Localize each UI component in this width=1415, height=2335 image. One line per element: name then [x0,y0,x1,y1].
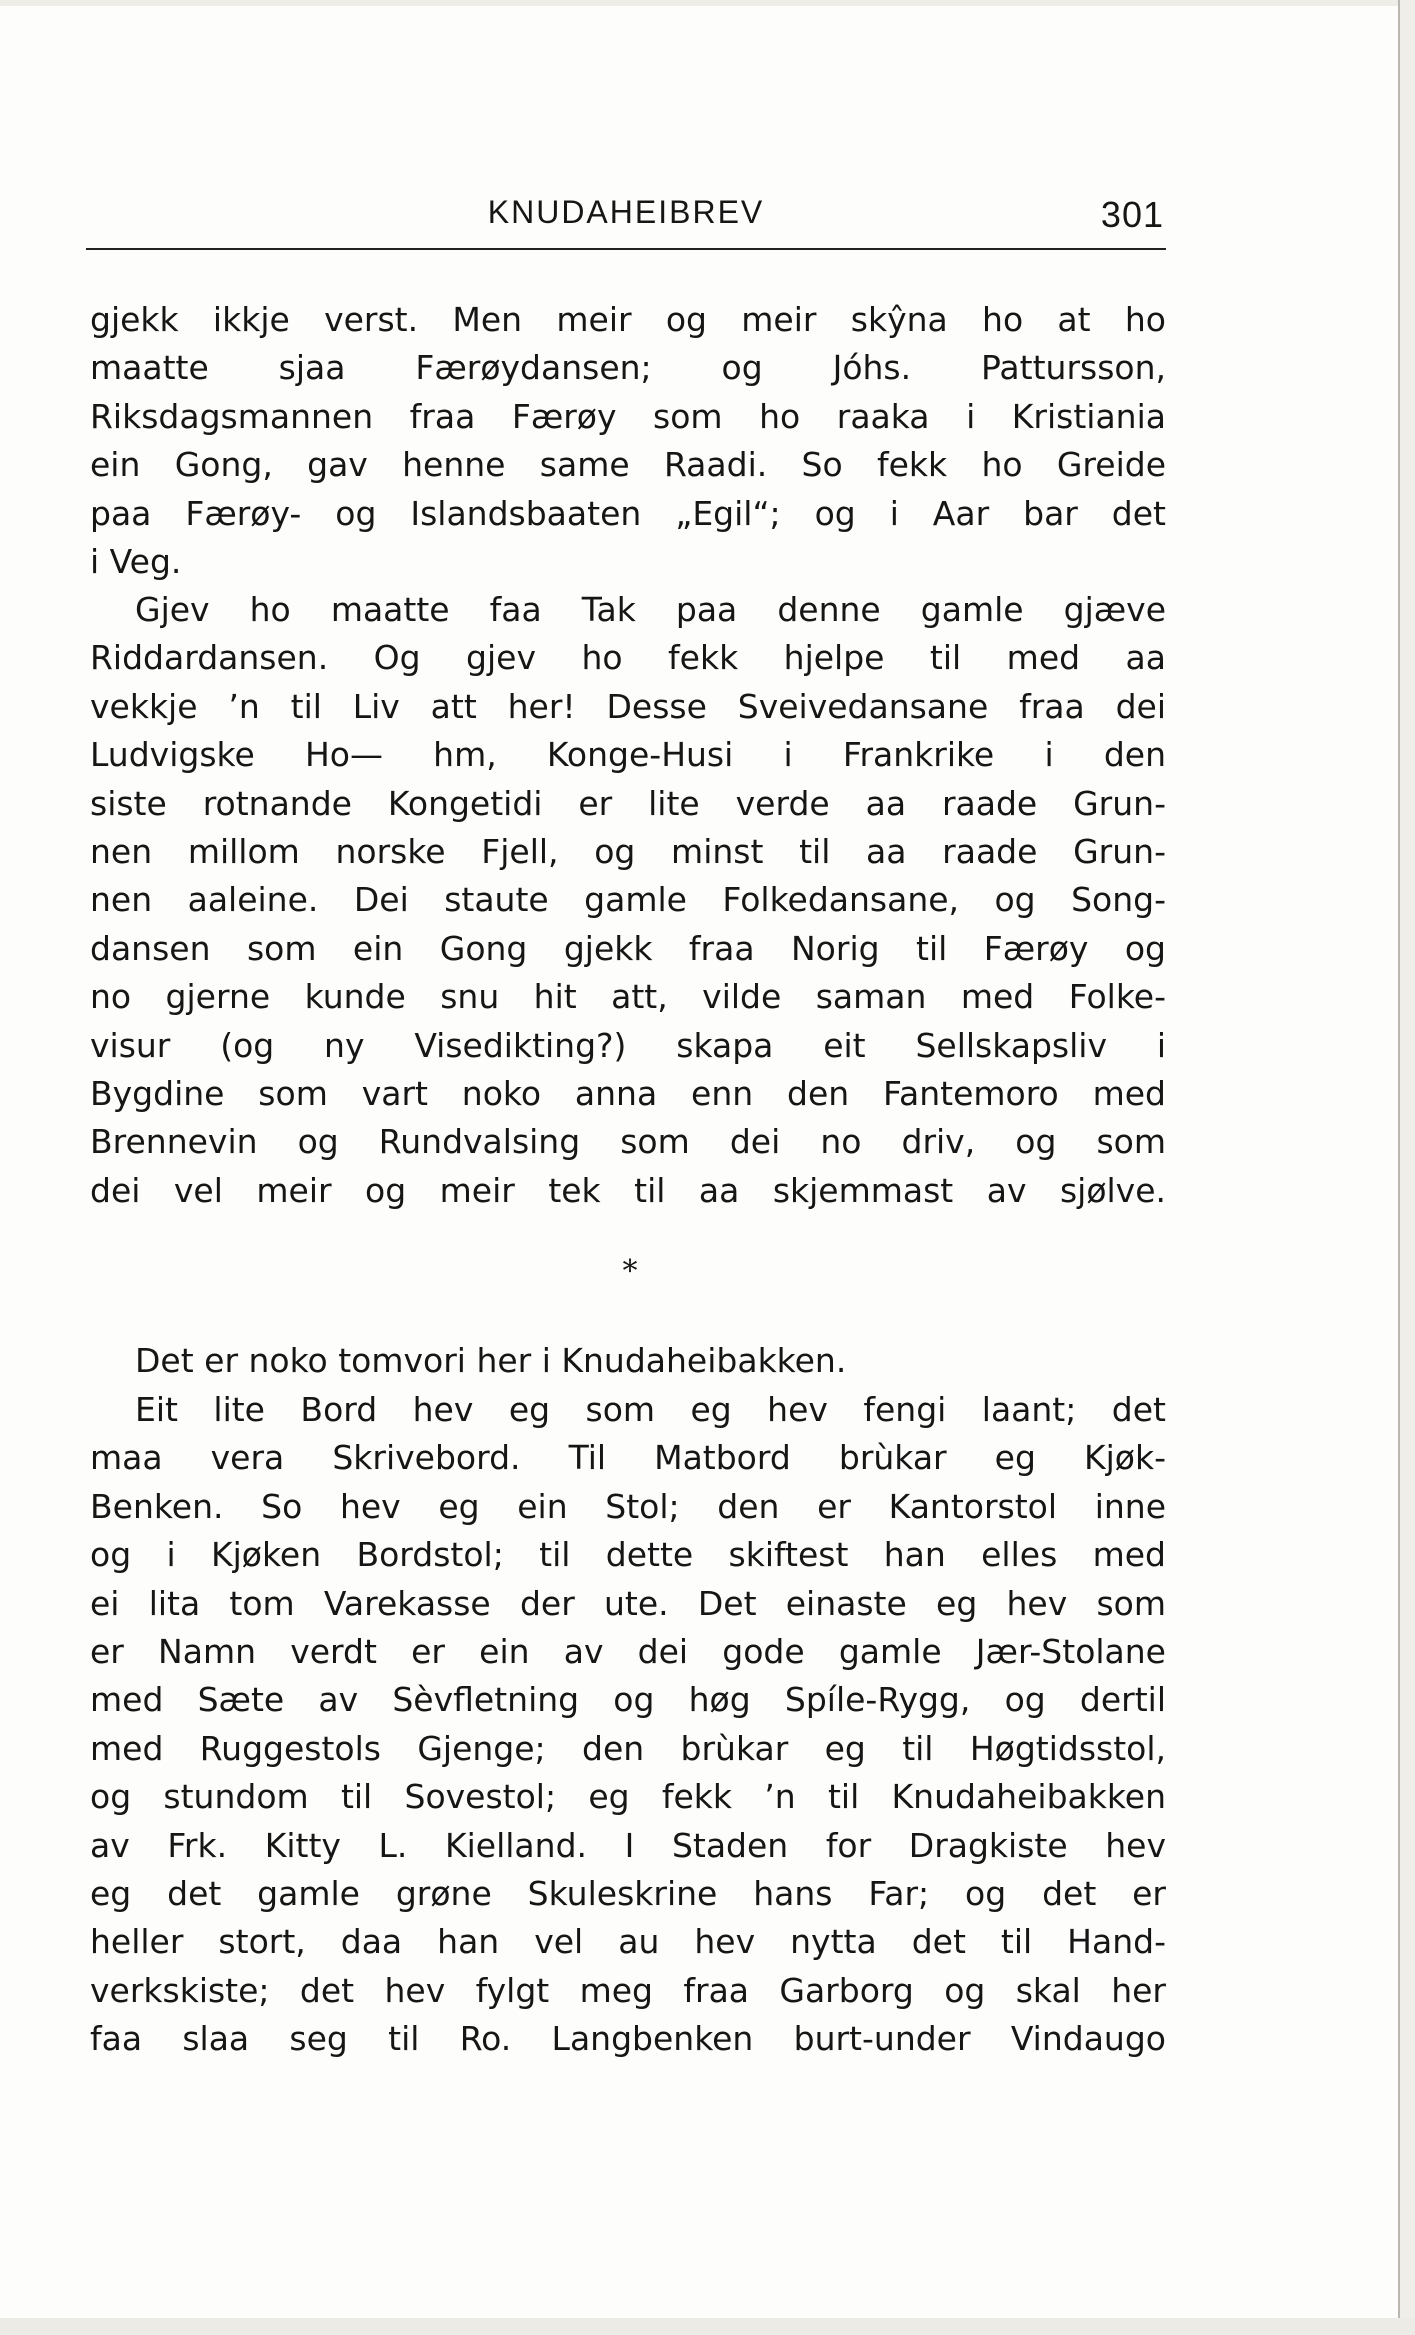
page-top-edge [0,0,1398,6]
text-line: Brennevin og Rundvalsing som dei no driv, og som [90,1122,1166,1162]
section-break-asterisk: * [622,1254,638,1289]
text-line: dei vel meir og meir tek til aa skjemmast av sjølve. [90,1170,1166,1210]
text-line: paa Færøy- og Islandsbaaten „Egil“; og i Aar bar det [90,493,1166,533]
text-line: Riddardansen. Og gjev ho fekk hjelpe til med aa [90,638,1166,678]
text-line: siste rotnande Kongetidi er lite verde aa raade Grun- [90,783,1166,823]
paragraph-4 [90,1386,1166,2063]
text-line: Gjev ho maatte faa Tak paa denne gamle gjæve [135,590,1166,629]
header-rule [86,248,1166,250]
paragraph-2 [90,586,1166,1215]
text-line: Riksdagsmannen fraa Færøy som ho raaka i Kristiania [90,396,1166,436]
text-line: er Namn verdt er ein av dei gode gamle Jær-Stolane [90,1631,1166,1671]
text-line: verkskiste; det hev fylgt meg fraa Garborg og skal her [90,1970,1166,2010]
text-line: no gjerne kunde snu hit att, vilde saman med Folke- [90,977,1166,1017]
text-line: Det er noko tomvori her i Knudaheibakken. [135,1341,847,1380]
text-line: ein Gong, gav henne same Raadi. So fekk ho Greide [90,445,1166,485]
text-line: maatte sjaa Færøydansen; og Jóhs. Pattursson, [90,348,1166,388]
text-line: Bygdine som vart noko anna enn den Fantemoro med [90,1073,1166,1113]
text-line: av Frk. Kitty L. Kielland. I Staden for Dragkiste hev [90,1825,1166,1865]
paragraph-1 [90,296,1166,586]
text-line: dansen som ein Gong gjekk fraa Norig til Færøy og [90,928,1166,968]
text-line: Benken. So hev eg ein Stol; den er Kantorstol inne [90,1486,1166,1526]
text-line: Ludvigske Ho— hm, Konge-Husi i Frankrike i den [90,735,1166,775]
text-line: med Ruggestols Gjenge; den brùkar eg til Høgtidsstol, [90,1728,1166,1768]
text-line: med Sæte av Sèvfletning og høg Spíle-Rygg, og dertil [90,1680,1166,1720]
text-line: faa slaa seg til Ro. Langbenken burt-under Vindaugo [90,2019,1166,2059]
text-line: eg det gamle grøne Skuleskrine hans Far; og det er [90,1873,1166,1913]
page-number: 301 [1100,194,1164,235]
text-line: nen millom norske Fjell, og minst til aa raade Grun- [90,831,1166,871]
text-line: visur (og ny Visedikting?) skapa eit Sellskapsliv i [90,1025,1166,1065]
page-bottom-edge [0,2318,1415,2335]
paragraph-3 [90,1337,1166,1385]
text-line: heller stort, daa han vel au hev nytta det til Hand- [90,1922,1166,1962]
text-line: i Veg. [90,541,182,581]
text-line: og i Kjøken Bordstol; til dette skiftest han elles med [90,1535,1166,1575]
text-line: maa vera Skrivebord. Til Matbord brùkar eg Kjøk- [90,1438,1166,1478]
page-header [86,188,1166,248]
text-line: og stundom til Sovestol; eg fekk ’n til Knudaheibakken [90,1777,1166,1817]
running-title: KNUDAHEIBREV [487,194,765,230]
text-line: gjekk ikkje verst. Men meir og meir skŷna ho at ho [90,300,1166,339]
text-line: vekkje ’n til Liv att her! Desse Sveivedansane fraa dei [90,686,1166,726]
page-right-edge [1398,0,1415,2335]
text-line: nen aaleine. Dei staute gamle Folkedansane, og Song- [90,880,1166,920]
text-line: ei lita tom Varekasse der ute. Det einaste eg hev som [90,1583,1166,1623]
text-line: Eit lite Bord hev eg som eg hev fengi laant; det [135,1390,1166,1429]
